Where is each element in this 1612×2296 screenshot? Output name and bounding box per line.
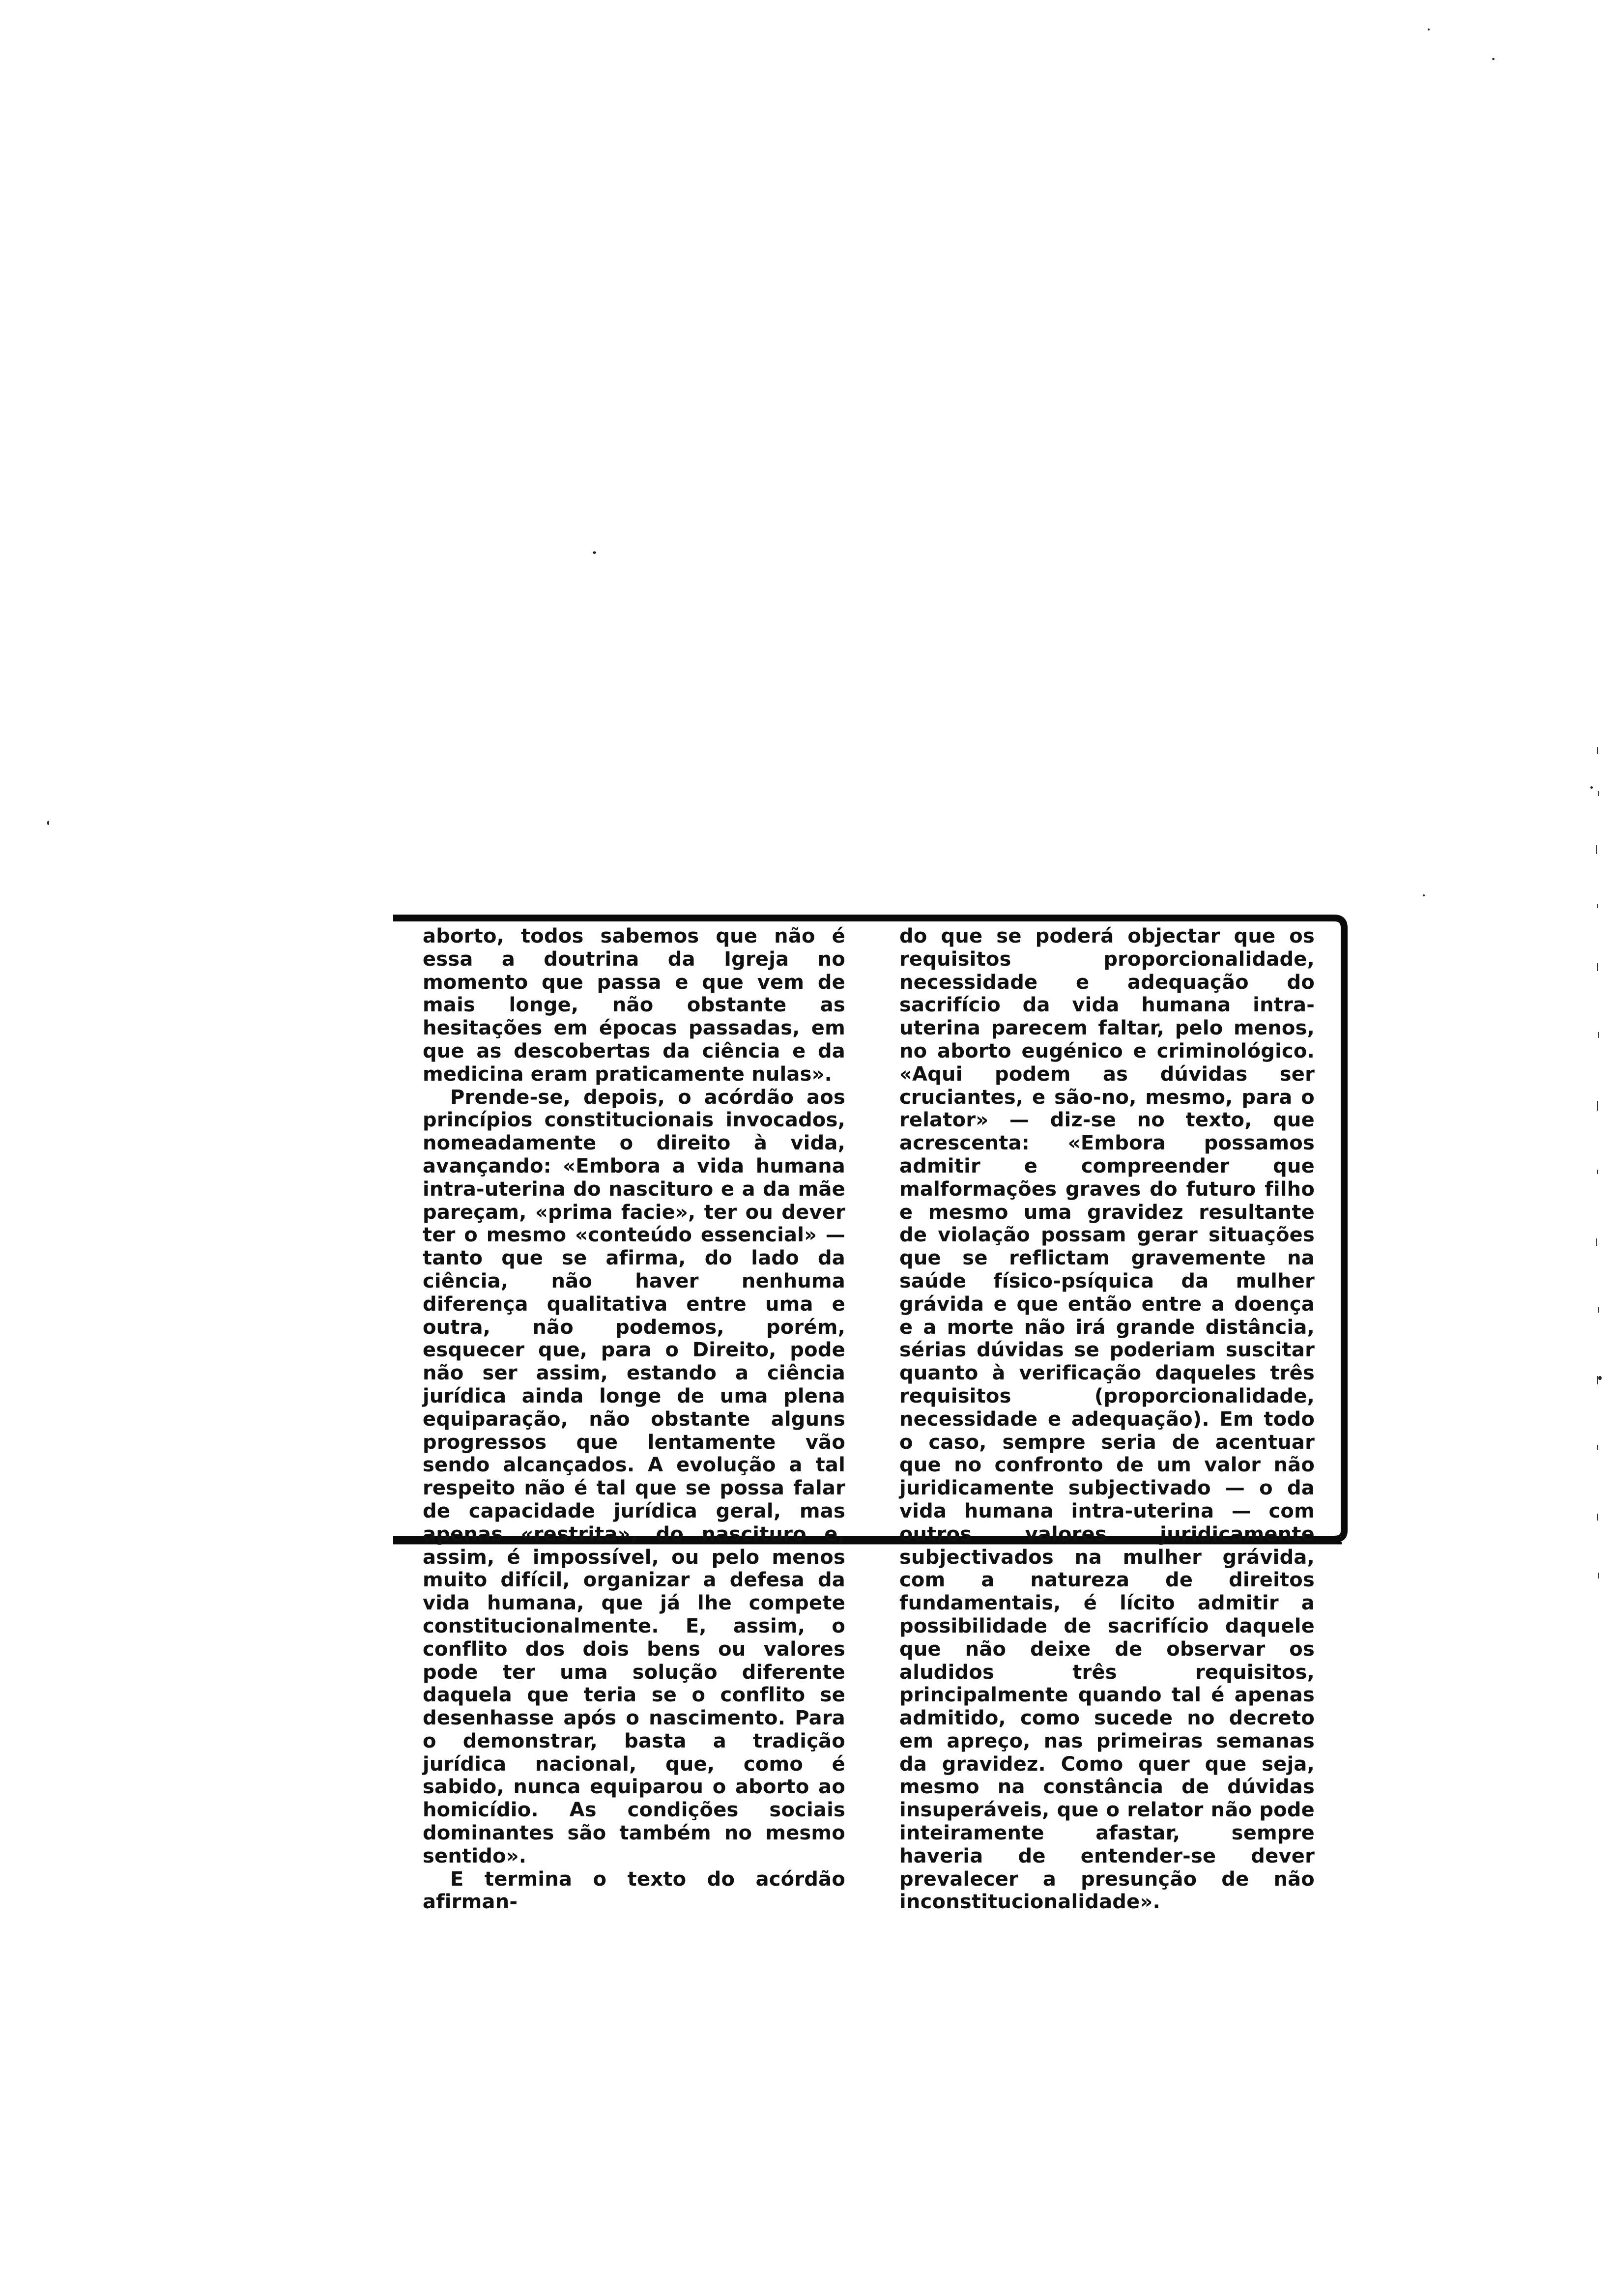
scan-speck: [1492, 58, 1495, 60]
scan-speck: [593, 551, 596, 554]
paragraph: E termina o texto do acórdão afirman-: [423, 1867, 845, 1914]
scan-speck: [1423, 894, 1425, 896]
paragraph: do que se poderá objectar que os requisitos proporcionalidade, necessidade e adequação do sacrifício da vida humana intra-uterina parecem faltar, pelo menos, no aborto eugénico e criminológico. «Aqui podem as dúvidas ser cruciantes, e são-no, mesmo, para o relator» — diz-se no texto, que acrescenta: «Embora possamos admitir e compreender que malformações graves do futuro filho e mesmo uma gravidez resultante de violação possam gerar situações que se reflictam gravemente na saúde físico-psíquica da mulher grávida e que então entre a doença e a morte não irá grande distância, sérias dúvidas se poderiam suscitar quanto à verificação daqueles três requisitos (proporcionalidade, necessidade e adequação). Em todo o caso, sempre seria de acentuar que no confronto de um valor não juridicamente subjectivado — o da vida humana intra-uterina — com outros valores juridicamente subjectivados na mulher grávida, com a natureza de direitos fundamentais, é lícito admitir a possibilidade de sacrifício daquele que não deixe de observar os aludidos três requisitos, principalmente quando tal é apenas admitido, como sucede no decreto em apreço, nas primeiras semanas da gravidez. Como quer que seja, mesmo na constância de dúvidas insuperáveis, que o relator não pode inteiramente afastar, sempre haveria de entender-se dever prevalecer a presunção de não inconstitucionalidade».: [899, 925, 1315, 1914]
scan-speck: [1428, 29, 1430, 30]
left-text-column: [423, 925, 845, 1914]
scan-speck: [47, 821, 49, 825]
paragraph: aborto, todos sabemos que não é essa a doutrina da Igreja no momento que passa e que vem de mais longe, não obstante as hesitações em épocas passadas, em que as descobertas da ciência e da medicina eram praticamente nulas».: [423, 925, 845, 1086]
right-text-column: [899, 925, 1315, 1914]
newspaper-clipping: [393, 914, 1352, 1914]
paragraph: Prende-se, depois, o acórdão aos princípios constitucionais invocados, nomeadamente o direito à vida, avançando: «Embora a vida humana intra-uterina do nascituro e a da mãe pareçam, «prima facie», ter ou dever ter o mesmo «conteúdo essencial» — tanto que se afirma, do lado da ciência, não haver nenhuma diferença qualitativa entre uma e outra, não podemos, porém, esquecer que, para o Direito, pode não ser assim, estando a ciência jurídica ainda longe de uma plena equiparação, não obstante alguns progressos que lentamente vão sendo alcançados. A evolução a tal respeito não é tal que se possa falar de capacidade jurídica geral, mas apenas «restrita», do nascituro e, assim, é impossível, ou pelo menos muito difícil, organizar a defesa da vida humana, que já lhe compete constitucionalmente. E, assim, o conflito dos dois bens ou valores pode ter uma solução diferente daquela que teria se o conflito se desenhasse após o nascimento. Para o demonstrar, basta a tradição jurídica nacional, que, como é sabido, nunca equiparou o aborto ao homicídio. As condições sociais dominantes são também no mesmo sentido».: [423, 1086, 845, 1867]
scan-speck: [1590, 786, 1593, 789]
scan-edge-noise: [1595, 737, 1602, 1597]
